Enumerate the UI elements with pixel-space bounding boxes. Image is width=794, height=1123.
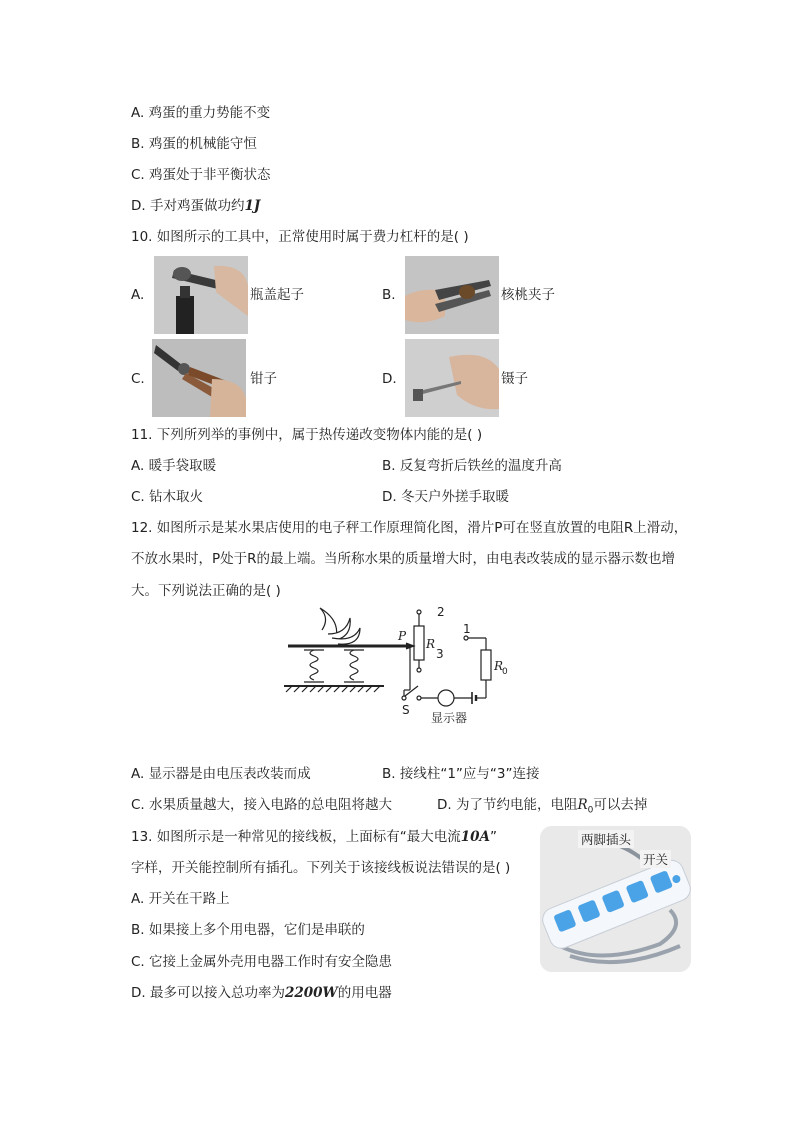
- q12-option-d-text: D. 为了节约电能，电阻: [437, 797, 578, 813]
- q13-max-current: 10A: [460, 829, 491, 845]
- q10-option-b-label: 核桃夹子: [501, 287, 555, 303]
- resistor-r-label: R: [426, 637, 436, 651]
- slider-p-label: P: [398, 629, 407, 643]
- terminal-2-label: 2: [437, 605, 445, 619]
- switch-s-label: S: [402, 703, 410, 717]
- q12-stem-line-2: 不放水果时，P处于R的最上端。当所称水果的质量增大时，由电表改装成的显示器示数也增: [131, 551, 676, 567]
- resistor-r0-label: R: [494, 659, 504, 673]
- plug-label: 两脚插头: [578, 830, 634, 848]
- terminal-3-label: 3: [436, 647, 444, 661]
- q13-stem-line-1-text: 13. 如图所示是一种常见的接线板，上面标有“最大电流: [131, 829, 461, 845]
- q10-stem: 10. 如图所示的工具中，正常使用时属于费力杠杆的是( ): [131, 229, 469, 245]
- q9-option-d-text: D. 手对鸡蛋做功约: [131, 198, 245, 214]
- display-label: 显示器: [431, 711, 468, 725]
- q10-option-a-label: 瓶盖起子: [250, 287, 304, 303]
- q9-option-a: A. 鸡蛋的重力势能不变: [131, 105, 271, 121]
- q12-option-d-post: 可以去掉: [593, 797, 648, 813]
- q13-option-b: B. 如果接上多个用电器，它们是串联的: [131, 922, 365, 938]
- q11-option-a: A. 暖手袋取暖: [131, 458, 217, 474]
- q9-option-c: C. 鸡蛋处于非平衡状态: [131, 167, 271, 183]
- nutcracker-photo: [405, 256, 499, 334]
- q9-option-b: B. 鸡蛋的机械能守恒: [131, 136, 257, 152]
- q11-option-d: D. 冬天户外搓手取暖: [382, 489, 509, 505]
- electronic-scale-circuit-diagram: [280, 600, 510, 734]
- q12-option-d: [437, 796, 647, 820]
- pliers-icon: [152, 339, 246, 417]
- pliers-photo: [152, 339, 246, 417]
- q13-option-d-text: D. 最多可以接入总功率为: [131, 985, 285, 1001]
- q10-option-c-letter: C.: [131, 371, 145, 387]
- q9-option-d-value: 1J: [244, 198, 261, 214]
- q13-option-d-post: 的用电器: [337, 985, 392, 1001]
- q9-option-d: [131, 197, 260, 215]
- power-strip-photo: [540, 826, 691, 972]
- q13-option-d: [131, 984, 392, 1002]
- bottle-opener-photo: [154, 256, 248, 334]
- q10-option-b-letter: B.: [382, 287, 396, 303]
- tweezers-photo: [405, 339, 499, 417]
- q13-stem-line-1: [131, 828, 497, 846]
- q12-stem-line-3: 大。下列说法正确的是( ): [131, 583, 281, 599]
- q12-option-b: B. 接线柱“1”应与“3”连接: [382, 766, 540, 782]
- q11-stem: 11. 下列所列举的事例中，属于热传递改变物体内能的是( ): [131, 427, 483, 443]
- q12-option-d-var: R: [577, 797, 588, 813]
- q10-option-d-letter: D.: [382, 371, 397, 387]
- q10-option-a-letter: A.: [131, 287, 145, 303]
- q13-option-a: A. 开关在干路上: [131, 891, 230, 907]
- q13-option-d-value: 2200W: [284, 985, 338, 1001]
- q13-stem-line-1-end: ”: [490, 829, 498, 845]
- q10-option-c-label: 钳子: [250, 371, 277, 387]
- terminal-1-label: 1: [463, 622, 471, 636]
- q11-option-c: C. 钻木取火: [131, 489, 204, 505]
- q13-stem-line-2: 字样，开关能控制所有插孔。下列关于该接线板说法错误的是( ): [131, 860, 511, 876]
- q12-option-d-sub: 0: [587, 805, 594, 816]
- switch-label: 开关: [640, 850, 671, 868]
- q12-stem-line-1: 12. 如图所示是某水果店使用的电子秤工作原理简化图，滑片P可在竖直放置的电阻R上滑动，: [131, 520, 688, 536]
- tweezers-icon: [405, 339, 499, 417]
- nutcracker-icon: [405, 256, 499, 334]
- q10-option-d-label: 镊子: [501, 371, 528, 387]
- q12-option-a: A. 显示器是由电压表改装而成: [131, 766, 311, 782]
- q13-option-c: C. 它接上金属外壳用电器工作时有安全隐患: [131, 954, 393, 970]
- q12-option-c: C. 水果质量越大，接入电路的总电阻将越大: [131, 797, 393, 813]
- resistor-r0-subscript: 0: [502, 667, 508, 677]
- bottle-opener-icon: [154, 256, 248, 334]
- q11-option-b: B. 反复弯折后铁丝的温度升高: [382, 458, 562, 474]
